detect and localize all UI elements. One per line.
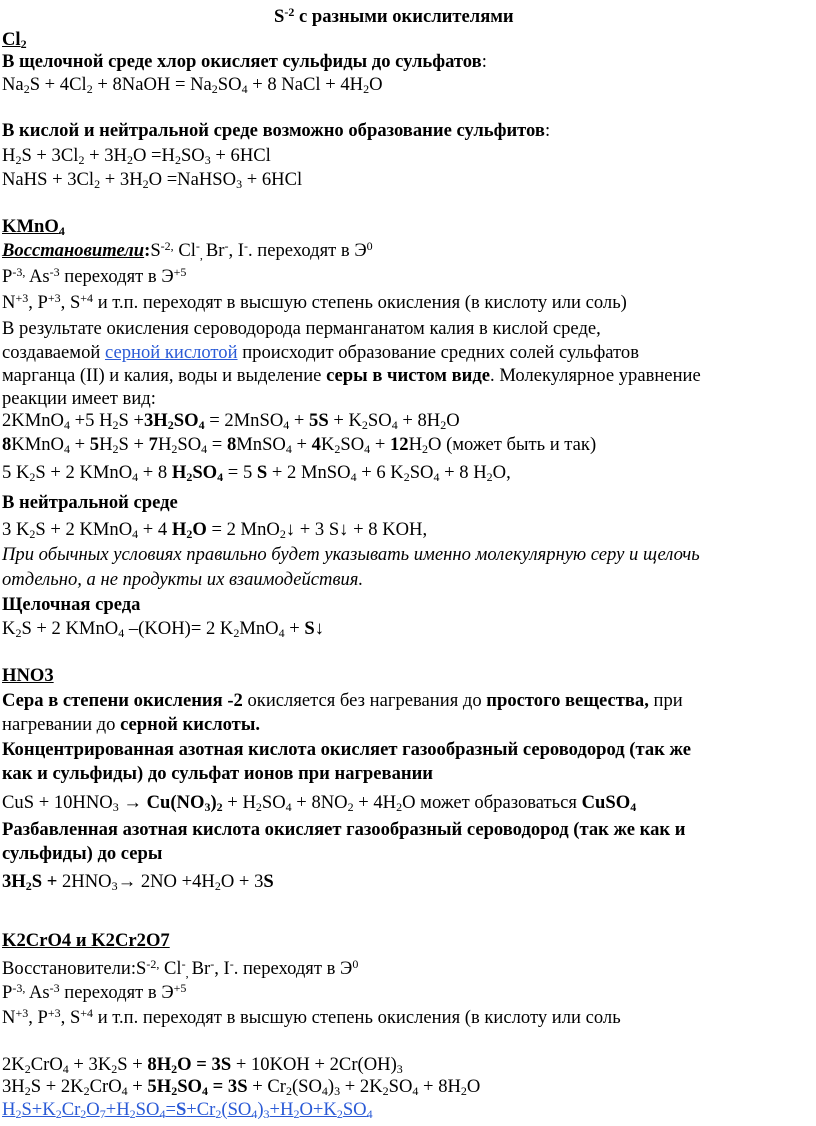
kmno4-alkaline-heading: Щелочная среда <box>2 594 141 615</box>
hno3-statement-line-2: нагревании до серной кислоты. <box>2 714 260 735</box>
hno3-concentrated-line-1: Концентрированная азотная кислота окисляет газообразный сероводород (так же <box>2 739 691 760</box>
cl2-equation-3: NaHS + $3Cl_2 + 3H_2O$ =NaHSO$_3$ + 6HCl <box>2 169 303 191</box>
sulfuric-acid-link[interactable]: серной кислотой <box>104 342 238 363</box>
section-heading-cl2: $Cl_2$ <box>2 29 27 51</box>
page-title: $S^{-2}$ с разными окислителями <box>274 5 514 27</box>
hno3-dilute-line-2: сульфиды) до серы <box>2 843 163 864</box>
chrom-n-p-s-line: $N^{+3}$, $P^{+3}$, $S^{+4}$ и т.п. переходят в высшую степень окисления (в кислоту или соль <box>2 1006 621 1028</box>
kmno4-equation-4: 3 $K_2S + 2$ KMnO$_4$ + 4 $H_2O = 2$ MnO$_2$↓ + 3 S↓ + 8 KOH, <box>2 519 428 541</box>
section-heading-hno3: HNO3 <box>2 665 54 686</box>
kmno4-neutral-heading: В нейтральной среде <box>2 492 178 513</box>
cl2-acid-statement: В кислой и нейтральной среде возможно образование сульфитов: <box>2 120 551 141</box>
kmno4-note-line-2: отдельно, а не продукты их взаимодействия. <box>2 569 364 590</box>
kmno4-paragraph-line-2: создаваемой серной кислотой происходит образование средних солей сульфатов <box>2 342 639 363</box>
kmno4-paragraph-line-1: В результате окисления сероводорода перманганатом калия в кислой среде, <box>2 318 601 339</box>
chrom-reducers-line: $Восстановители:S^{-2,}$ $Cl^-_,$ Br-, I-. переходят в $Э^0$ <box>2 957 359 980</box>
kmno4-paragraph-line-4: реакции имеет вид: <box>2 388 156 409</box>
cl2-alkaline-statement: В щелочной среде хлор окисляет сульфиды до сульфатов: <box>2 51 487 72</box>
chrom-p-as-line: $P^{-3,}$ $As^{-3}$ переходят в $Э^{+5}$ <box>2 981 187 1003</box>
hno3-dilute-line-1: Разбавленная азотная кислота окисляет газообразный сероводород (так же как и <box>2 819 686 840</box>
kmno4-equation-3: 5 $K_2S + 2$ KMnO$_4$ + 8 $H_2SO_4 = 5$ S + 2 MnSO$_4$ + 6 $K_2SO_4 + 8$ $H_2O$, <box>2 462 511 484</box>
chrom-equation-3-link[interactable]: $H_2S+K_2Cr_2O_7+H_2SO_4=S+Cr_2(SO_4)_3+H_2O+K_2SO_4$ <box>2 1099 373 1121</box>
kmno4-note-line-1: При обычных условиях правильно будет указывать именно молекулярную серу и щелочь <box>2 544 700 565</box>
cl2-equation-1: $Na_2S + 4Cl_2$ + 8NaOH = $Na_2SO_4 + 8$ NaCl + $4H_2O$ <box>2 74 383 96</box>
chrom-equation-2: $3H_2S + 2K_2CrO_4 + 5H_2SO_4 = 3S + Cr_2(SO_4)_3 + 2K_2SO_4 + 8H_2O$ <box>2 1076 481 1098</box>
kmno4-equation-2: 8KMnO$_4$ + $5H_2S + 7H_2SO_4$ = 8MnSO$_4$ + $4K_2SO_4 + 12H_2O$ (может быть и так) <box>2 434 597 456</box>
cl2-equation-2: $H_2S + 3Cl_2 + 3H_2O =H_2SO_3 + 6HCl$ <box>2 145 271 167</box>
hno3-statement-line-1: Сера в степени окисления -2 окисляется без нагревания до простого вещества, при <box>2 690 683 711</box>
kmno4-n-p-s-line: $N^{+3}$, $P^{+3}$, $S^{+4}$ и т.п. переходят в высшую степень окисления (в кислоту или соль) <box>2 291 627 313</box>
section-heading-chromates: K2CrO4 и K2Cr2O7 <box>2 930 170 951</box>
chrom-equation-1: $2K_2CrO_4 + 3K_2S + 8H_2O = 3S + 10KOH + 2Cr(OH)_3$ <box>2 1054 403 1076</box>
kmno4-reducers-line: $Восстановители:S^{-2,}$ $Cl^-_,$ Br-, I-. переходят в $Э^0$ <box>2 239 373 262</box>
kmno4-equation-5: $K_2S + 2$ KMnO$_4$ –(KOH)= 2 $K_2MnO_4$ + S↓ <box>2 618 325 640</box>
hno3-equation-1: CuS + $10HNO_3 \to Cu(NO_3)_2 + H_2SO_4 + 8NO_2 + 4H_2O$ может образоваться CuSO$_4$ <box>2 792 637 814</box>
hno3-equation-2: $3H_2S + 2HNO_3\to 2NO +4H_2O + 3S$ <box>2 871 274 893</box>
kmno4-p-as-line: $P^{-3,}$ $As^{-3}$ переходят в $Э^{+5}$ <box>2 265 187 287</box>
hno3-concentrated-line-2: как и сульфиды) до сульфат ионов при нагревании <box>2 763 434 784</box>
kmno4-paragraph-line-3: марганца (II) и калия, воды и выделение серы в чистом виде. Молекулярное уравнение <box>2 365 701 386</box>
section-heading-kmno4: KMnO$_4$ <box>2 216 65 238</box>
kmno4-equation-1: 2KMnO$_4$ +5 $H_2S +3H_2SO_4$ = 2MnSO$_4$ + $5S + K_2SO_4 + 8H_2O$ <box>2 410 460 432</box>
